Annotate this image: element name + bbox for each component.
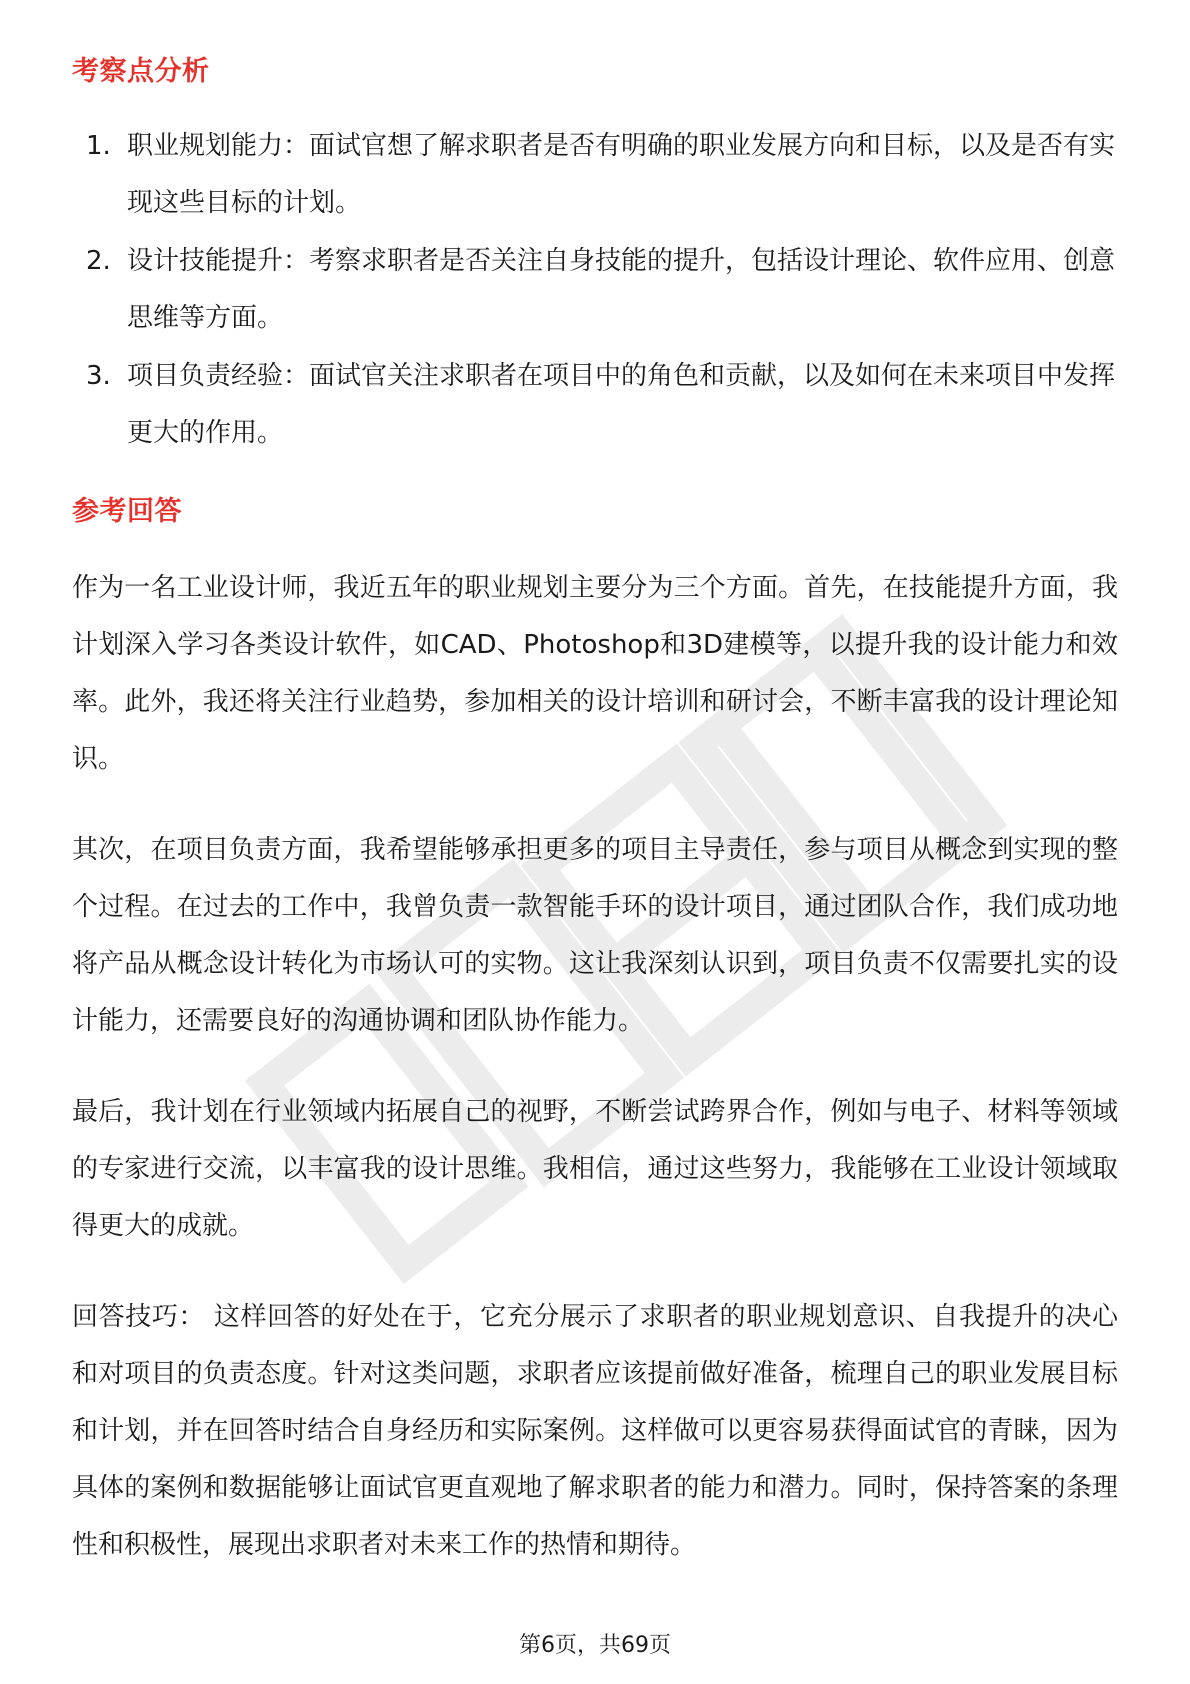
list-item-number: 3.	[86, 361, 111, 391]
list-item-text: 项目负责经验：面试官关注求职者在项目中的角色和贡献，以及如何在未来项目中发挥更大的作用。	[127, 361, 1116, 448]
analysis-points-list	[72, 118, 1118, 463]
section-title-answer: 参考回答	[72, 496, 182, 527]
list-item	[72, 348, 1118, 462]
answer-paragraph: 其次，在项目负责方面，我希望能够承担更多的项目主导责任，参与项目从概念到实现的整个过程。在过去的工作中，我曾负责一款智能手环的设计项目，通过团队合作，我们成功地将产品从概念设计转化为市场认可的实物。这让我深刻认识到，项目负责不仅需要扎实的设计能力，还需要良好的沟通协调和团队协作能力。	[72, 835, 1118, 1036]
list-item-text: 设计技能提升：考察求职者是否关注自身技能的提升，包括设计理论、软件应用、创意思维等方面。	[127, 246, 1116, 333]
page-number-footer: 第6页，共69页	[519, 1633, 671, 1658]
list-item	[72, 118, 1118, 232]
section-title-analysis: 考察点分析	[72, 56, 210, 87]
answer-body	[72, 560, 1118, 1608]
list-item-number: 1.	[86, 131, 111, 161]
answer-paragraph: 作为一名工业设计师，我近五年的职业规划主要分为三个方面。首先，在技能提升方面，我计划深入学习各类设计软件，如CAD、Photoshop和3D建模等，以提升我的设计能力和效率。此外，我还将关注行业趋势，参加相关的设计培训和研讨会，不断丰富我的设计理论知识。	[72, 573, 1118, 774]
list-item-text: 职业规划能力：面试官想了解求职者是否有明确的职业发展方向和目标，以及是否有实现这些目标的计划。	[127, 131, 1116, 218]
answer-paragraph: 最后，我计划在行业领域内拓展自己的视野，不断尝试跨界合作，例如与电子、材料等领域的专家进行交流，以丰富我的设计思维。我相信，通过这些努力，我能够在工业设计领域取得更大的成就。	[72, 1097, 1118, 1241]
answer-tips-paragraph: 回答技巧： 这样回答的好处在于，它充分展示了求职者的职业规划意识、自我提升的决心和对项目的负责态度。针对这类问题，求职者应该提前做好准备，梳理自己的职业发展目标和计划，并在回答时结合自身经历和实际案例。这样做可以更容易获得面试官的青睐，因为具体的案例和数据能够让面试官更直观地了解求职者的能力和潜力。同时，保持答案的条理性和积极性，展现出求职者对未来工作的热情和期待。	[72, 1302, 1118, 1560]
list-item	[72, 233, 1118, 347]
list-item-number: 2.	[86, 246, 111, 276]
